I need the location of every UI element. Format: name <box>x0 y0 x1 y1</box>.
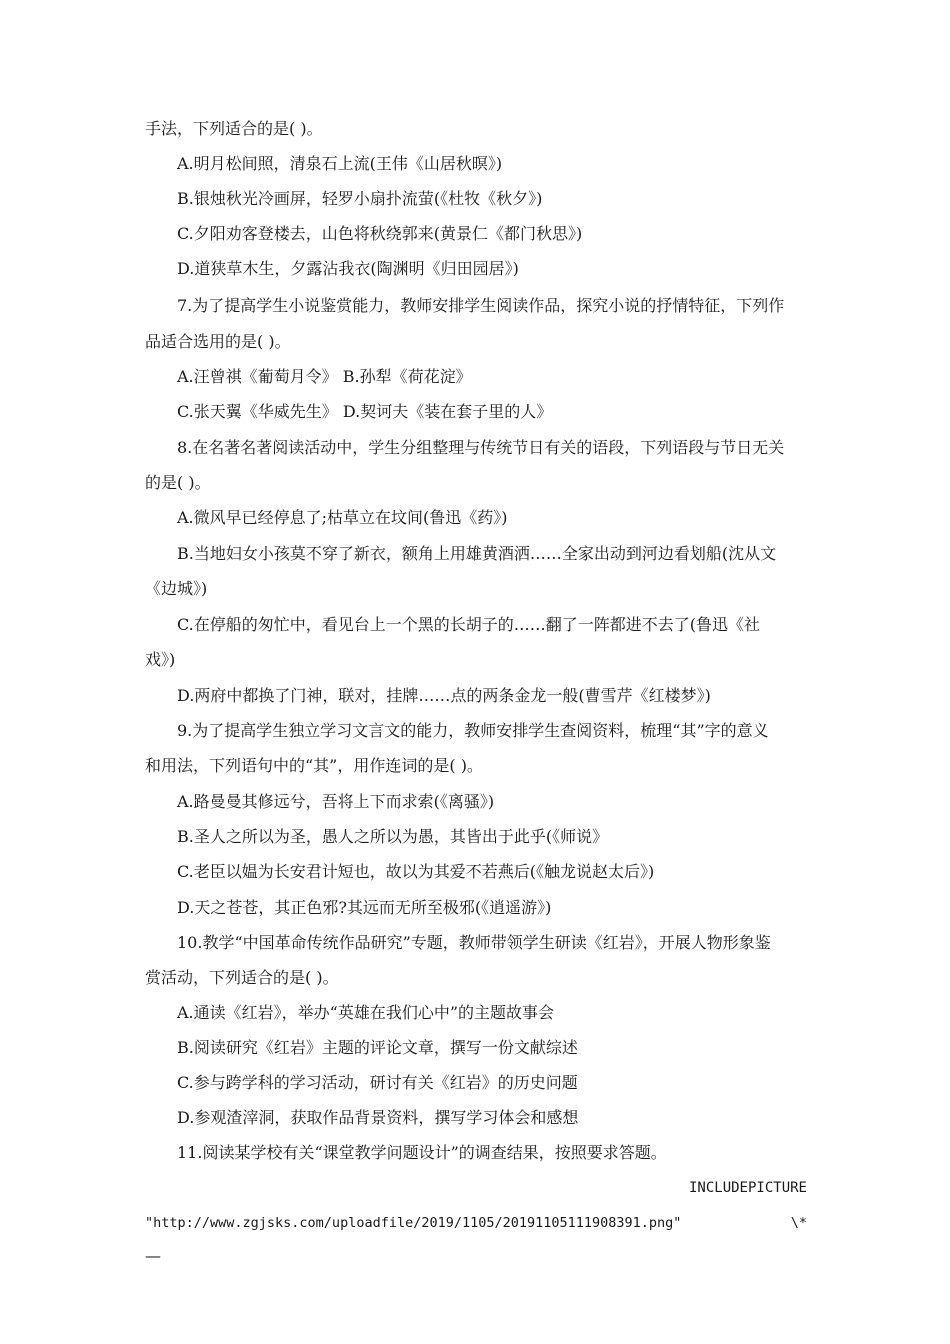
q8-option-b-line2: 《边城》) <box>145 579 208 598</box>
q10-option-b: B.阅读研究《红岩》主题的评论文章，撰写一份文献综述 <box>177 1038 578 1057</box>
q10-stem-line2: 赏活动，下列适合的是( )。 <box>145 968 339 987</box>
q9-option-d: D.天之苍苍，其正色邪?其远而无所至极邪(《逍遥游》) <box>177 898 552 917</box>
q6-option-d: D.道狭草木生，夕露沾我衣(陶渊明《归田园居》) <box>177 259 519 278</box>
q11-field-url-row <box>145 1211 807 1235</box>
q9-stem-line2: 和用法，下列语句中的“其”，用作连词的是( )。 <box>145 756 483 775</box>
q6-option-a: A.明月松间照，清泉石上流(王伟《山居秋暝》) <box>177 154 503 173</box>
q8-stem-line1: 8.在名著名著阅读活动中，学生分组整理与传统节日有关的语段，下列语段与节日无关 <box>177 438 785 457</box>
q11-stem: 11.阅读某学校有关“课堂教学问题设计”的调查结果，按照要求答题。 <box>177 1143 667 1162</box>
q7-stem-line2: 品适合选用的是( )。 <box>145 332 291 351</box>
q9-option-b: B.圣人之所以为圣，愚人之所以为愚，其皆出于此乎(《师说》 <box>177 827 609 846</box>
q8-stem-line2: 的是( )。 <box>145 473 211 492</box>
q7-options-row1: A.汪曾祺《葡萄月令》 B.孙犁《荷花淀》 <box>177 367 472 386</box>
q8-option-c-line2: 戏》) <box>145 650 176 669</box>
q10-option-d: D.参观渣滓洞，获取作品背景资料，撰写学习体会和感想 <box>177 1108 579 1127</box>
q8-option-c-line1: C.在停船的匆忙中，看见台上一个黑的长胡子的……翻了一阵都进不去了(鲁迅《社 <box>177 615 761 634</box>
q9-option-c: C.老臣以媪为长安君计短也，故以为其爱不若燕后(《触龙说赵太后》) <box>177 862 655 881</box>
q9-option-a: A.路曼曼其修远兮，吾将上下而求索(《离骚》) <box>177 792 495 811</box>
q10-option-c: C.参与跨学科的学习活动，研讨有关《红岩》的历史问题 <box>177 1073 578 1092</box>
q8-option-b-line1: B.当地妇女小孩莫不穿了新衣，额角上用雄黄酒洒……全家出动到河边看划船(沈从文 <box>177 544 777 563</box>
q11-field-switch: \* <box>790 1215 807 1231</box>
q8-option-a: A.微风早已经停息了;枯草立在坟间(鲁迅《药》) <box>177 508 508 527</box>
q10-stem-line1: 10.教学“中国革命传统作品研究”专题，教师带领学生研读《红岩》，开展人物形象鉴 <box>177 933 771 952</box>
q10-option-a: A.通读《红岩》，举办“英雄在我们心中”的主题故事会 <box>177 1003 555 1022</box>
q6-stem-end: 手法，下列适合的是( )。 <box>145 119 323 138</box>
q8-option-d: D.两府中都换了门神，联对，挂牌……点的两条金龙一般(曹雪芹《红楼梦》) <box>177 686 711 705</box>
q11-trailing-mark: — <box>145 1246 161 1265</box>
q11-field-code: INCLUDEPICTURE <box>688 1180 807 1196</box>
q7-options-row2: C.张天翼《华威先生》 D.契诃夫《装在套子里的人》 <box>177 402 553 421</box>
q6-option-b: B.银烛秋光冷画屏，轻罗小扇扑流萤(《杜牧《秋夕》) <box>177 189 543 208</box>
q9-stem-line1: 9.为了提高学生独立学习文言文的能力，教师安排学生查阅资料，梳理“其”字的意义 <box>177 721 769 740</box>
q11-field-url: "http://www.zgjsks.com/uploadfile/2019/1105/20191105111908391.png" <box>145 1215 682 1231</box>
q6-option-c: C.夕阳劝客登楼去，山色将秋绕郭来(黄景仁《都门秋思》) <box>177 224 583 243</box>
q7-stem-line1: 7.为了提高学生小说鉴赏能力，教师安排学生阅读作品，探究小说的抒情特征，下列作 <box>177 296 785 315</box>
